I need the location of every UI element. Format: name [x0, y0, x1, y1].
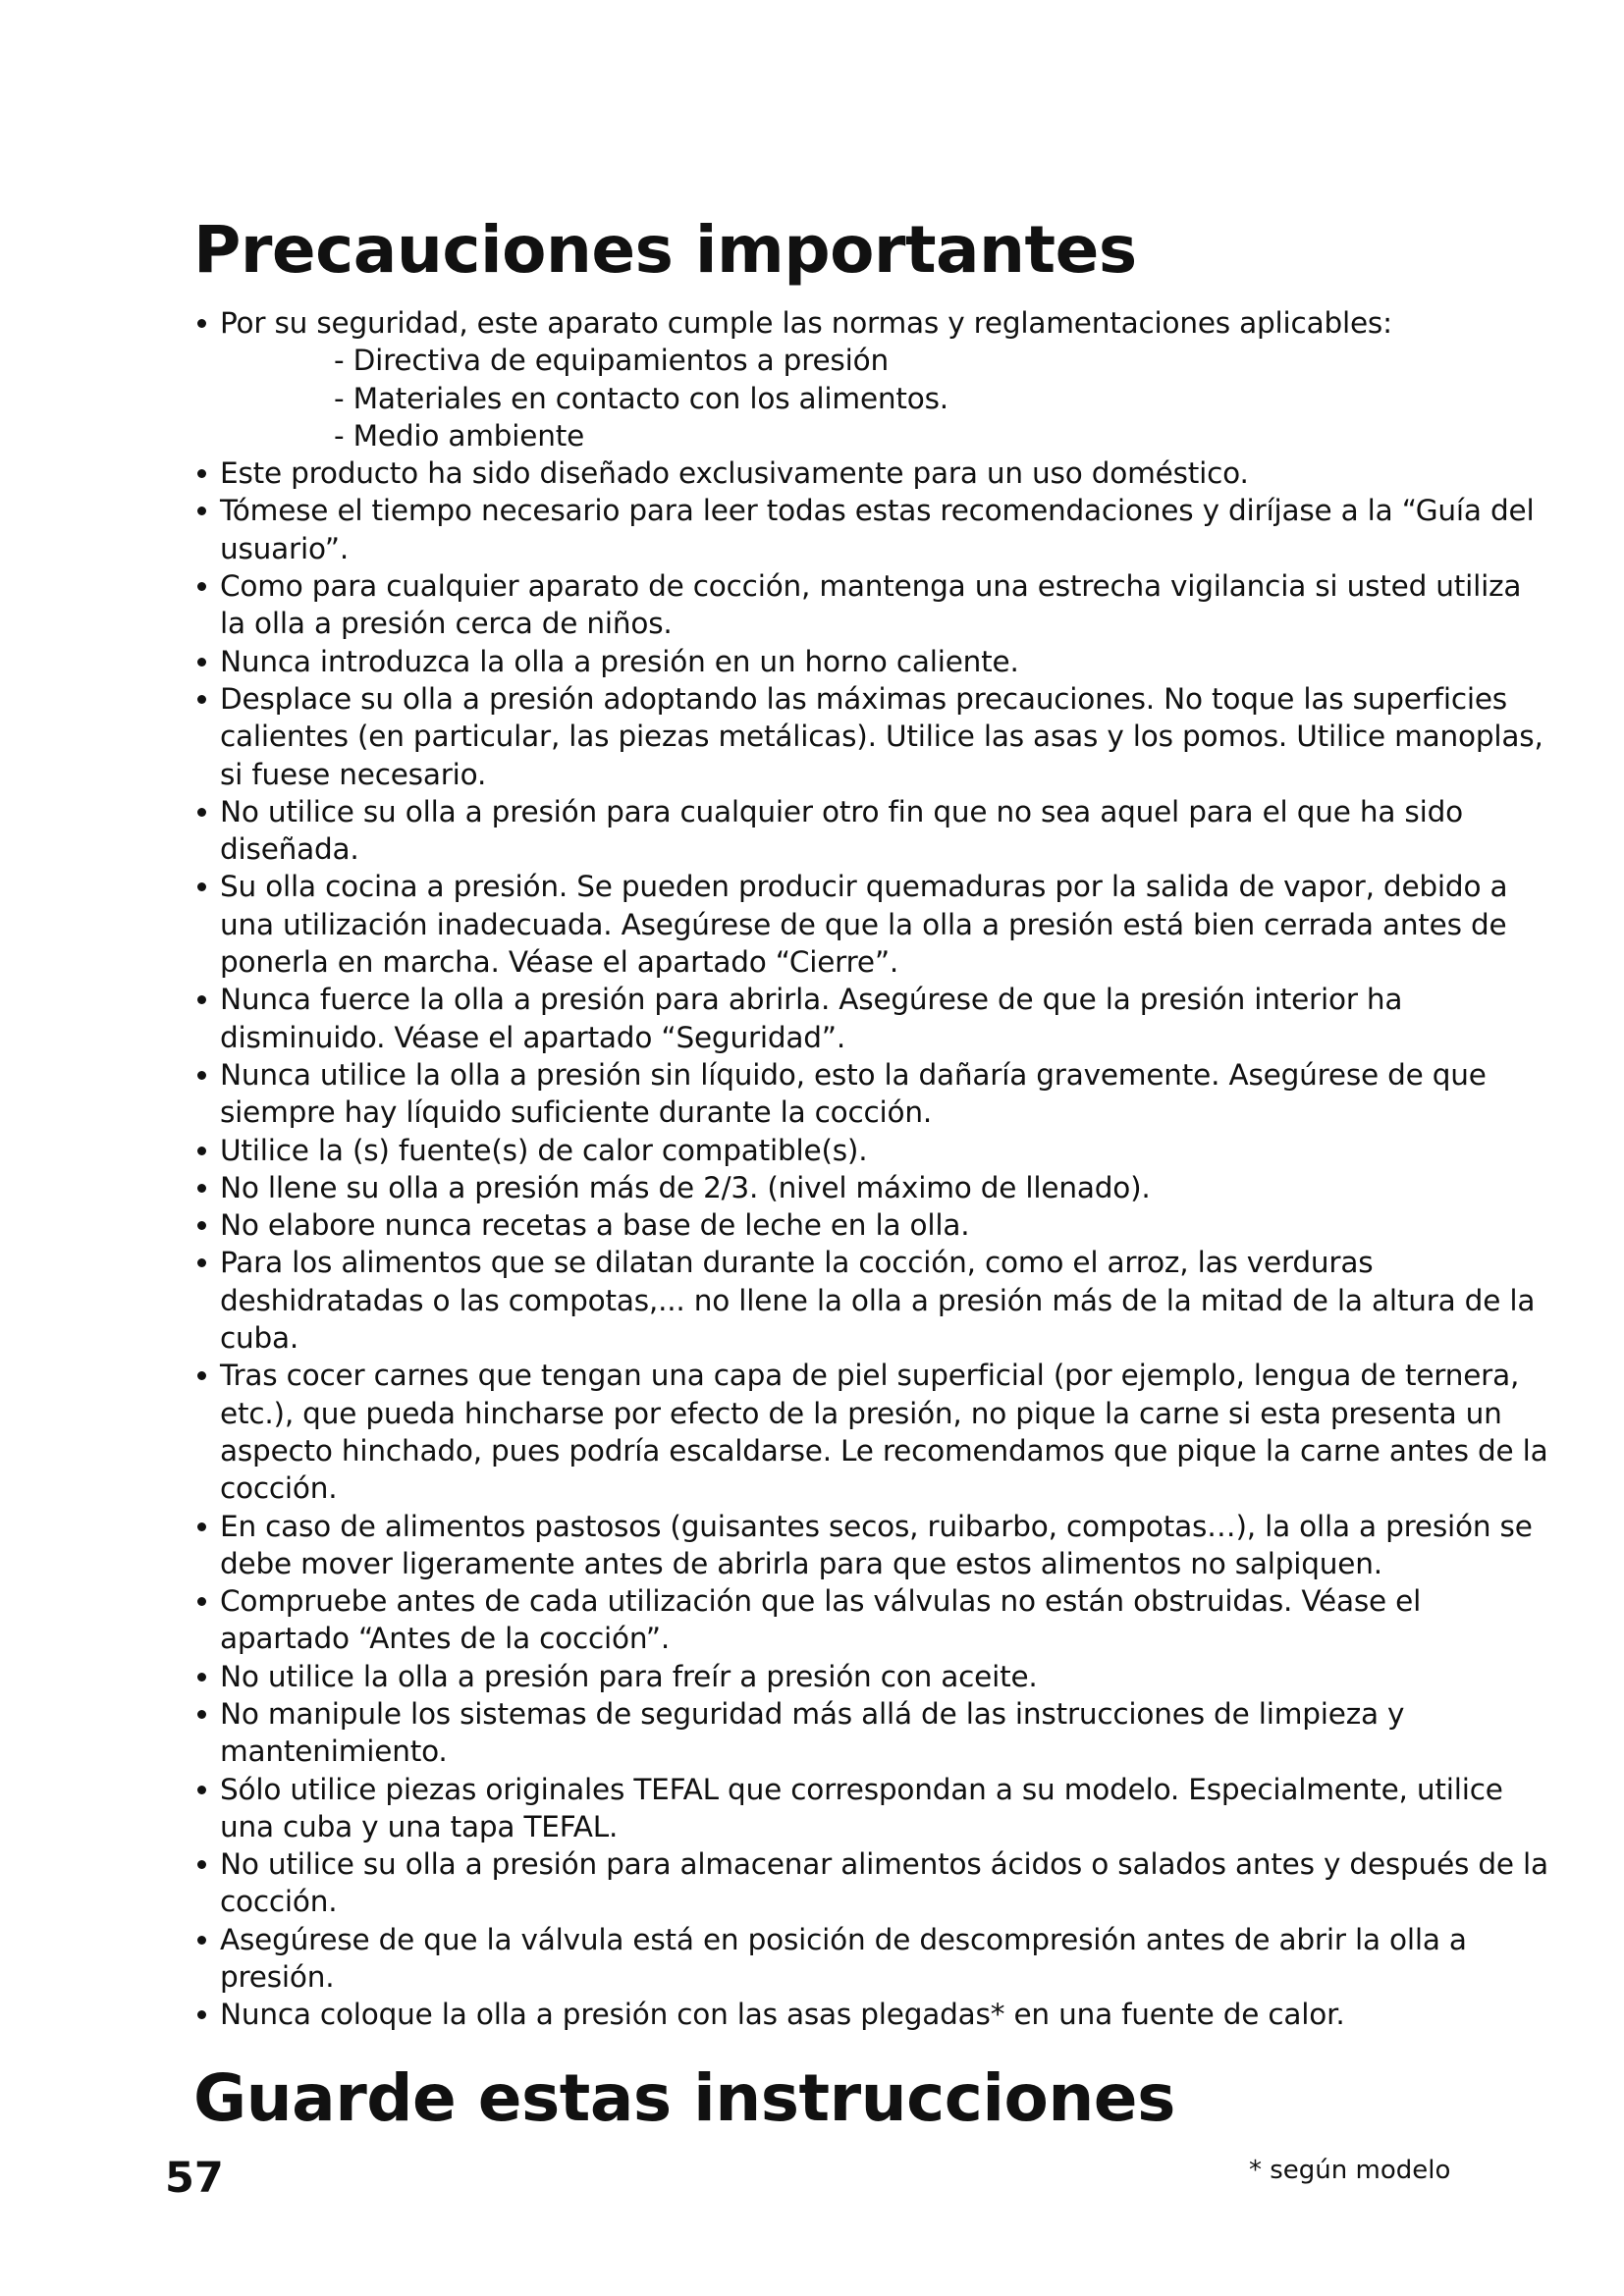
list-item: Sólo utilice piezas originales TEFAL que correspondan a su modelo. Especialmente, utilice una cuba y una tapa TEFAL. [193, 1771, 1548, 1846]
page-title: Precauciones importantes [193, 212, 1137, 288]
list-item: Su olla cocina a presión. Se pueden producir quemaduras por la salida de vapor, debido a una utilización inadecuada. Asegúrese de que la olla a presión está bien cerrada antes de ponerla en marcha. Véase el apartado “Cierre”. [193, 868, 1548, 981]
list-item: Como para cualquier aparato de cocción, mantenga una estrecha vigilancia si usted utiliza la olla a presión cerca de niños. [193, 567, 1548, 643]
list-item [193, 304, 1548, 454]
sublist-item: - Directiva de equipamientos a presión [334, 344, 889, 378]
list-item: Asegúrese de que la válvula está en posición de descompresión antes de abrir la olla a presión. [193, 1921, 1548, 1997]
list-item: Desplace su olla a presión adoptando las máximas precauciones. No toque las superficies calientes (en particular, las piezas metálicas). Utilice las asas y los pomos. Utilice manoplas, si fuese necesario. [193, 680, 1548, 793]
regulations-sublist [220, 342, 1548, 454]
list-item: No elabore nunca recetas a base de leche en la olla. [193, 1206, 1548, 1244]
list-item: Compruebe antes de cada utilización que las válvulas no están obstruidas. Véase el apartado “Antes de la cocción”. [193, 1582, 1548, 1658]
list-item: Nunca coloque la olla a presión con las asas plegadas* en una fuente de calor. [193, 1996, 1548, 2033]
closing-title: Guarde estas instrucciones [193, 2060, 1175, 2136]
list-item: Nunca introduzca la olla a presión en un horno caliente. [193, 643, 1548, 680]
list-item: Para los alimentos que se dilatan durante la cocción, como el arroz, las verduras deshidratadas o las compotas,... no llene la olla a presión más de la mitad de la altura de la cuba. [193, 1244, 1548, 1357]
list-item: Tómese el tiempo necesario para leer todas estas recomendaciones y diríjase a la “Guía del usuario”. [193, 492, 1548, 567]
sublist-item: - Medio ambiente [334, 418, 585, 453]
list-item: No utilice la olla a presión para freír a presión con aceite. [193, 1658, 1548, 1695]
list-item: No utilice su olla a presión para almacenar alimentos ácidos o salados antes y después de la cocción. [193, 1845, 1548, 1921]
list-item: No manipule los sistemas de seguridad más allá de las instrucciones de limpieza y mantenimiento. [193, 1695, 1548, 1771]
list-item: Este producto ha sido diseñado exclusivamente para un uso doméstico. [193, 454, 1548, 492]
page-number: 57 [165, 2154, 224, 2203]
list-item: Utilice la (s) fuente(s) de calor compatible(s). [193, 1132, 1548, 1169]
list-item: Tras cocer carnes que tengan una capa de piel superficial (por ejemplo, lengua de ternera, etc.), que pueda hincharse por efecto de la presión, no pique la carne si esta presenta un aspecto hinchado, pues podría escaldarse. Le recomendamos que pique la carne antes de la cocción. [193, 1357, 1548, 1507]
footnote: * según modelo [1249, 2156, 1451, 2185]
list-item: No llene su olla a presión más de 2/3. (nivel máximo de llenado). [193, 1169, 1548, 1206]
list-item: En caso de alimentos pastosos (guisantes secos, ruibarbo, compotas…), la olla a presión se debe mover ligeramente antes de abrirla para que estos alimentos no salpiquen. [193, 1508, 1548, 1583]
sublist-item: - Materiales en contacto con los alimentos. [334, 381, 948, 415]
list-item: Nunca utilice la olla a presión sin líquido, esto la dañaría gravemente. Asegúrese de que siempre hay líquido suficiente durante la cocción. [193, 1056, 1548, 1132]
precautions-list [193, 304, 1548, 2034]
list-item: No utilice su olla a presión para cualquier otro fin que no sea aquel para el que ha sido diseñada. [193, 793, 1548, 869]
list-item-text: Por su seguridad, este aparato cumple las normas y reglamentaciones aplicables: [220, 306, 1392, 340]
list-item: Nunca fuerce la olla a presión para abrirla. Asegúrese de que la presión interior ha disminuido. Véase el apartado “Seguridad”. [193, 981, 1548, 1056]
